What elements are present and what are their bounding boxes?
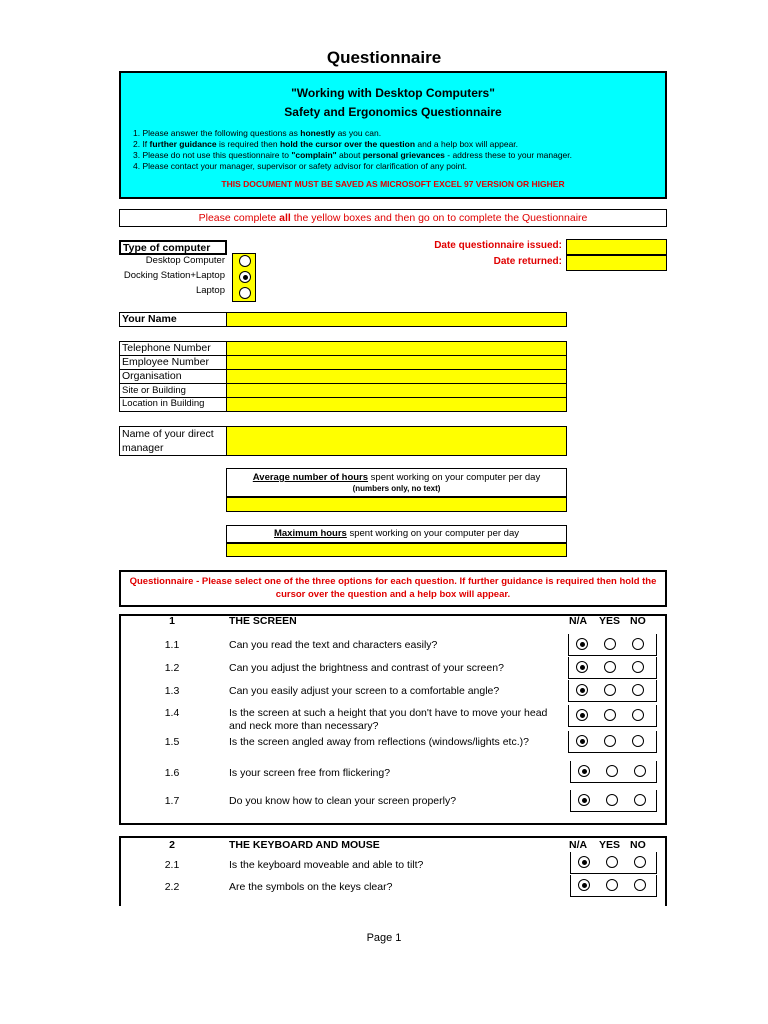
max-hours-field[interactable] — [226, 543, 567, 557]
question-number: 1.2 — [164, 662, 180, 674]
radio-na[interactable] — [576, 709, 588, 721]
instruction-item: 3. Please do not use this questionnaire to "complain" about personal grievances - address these to your manager. — [133, 150, 573, 160]
radio-no[interactable] — [632, 638, 644, 650]
section-number: 2 — [169, 839, 175, 851]
radio-no[interactable] — [632, 709, 644, 721]
avg-hours-label: Average number of hours spent working on your computer per day (numbers only, no text) — [226, 468, 567, 497]
header-no: NO — [630, 615, 646, 627]
answer-group — [568, 705, 657, 727]
site-label: Site or Building — [120, 384, 226, 398]
intro-title: "Working with Desktop Computers" — [291, 86, 495, 100]
answer-group — [568, 657, 657, 679]
radio-no[interactable] — [634, 856, 646, 868]
intro-subtitle: Safety and Ergonomics Questionnaire — [284, 105, 502, 119]
details-labels — [119, 341, 227, 412]
header-na: N/A — [569, 839, 588, 851]
questionnaire-instruction: Questionnaire - Please select one of the three options for each question. If further guidance is required then hold the cursor over the question and a help box will appear. — [119, 570, 667, 607]
organisation-field[interactable] — [227, 370, 566, 384]
radio-no[interactable] — [632, 661, 644, 673]
radio-yes[interactable] — [606, 794, 618, 806]
intro-instructions — [133, 128, 572, 172]
question-text: Is the screen angled away from reflections (windows/lights etc.)? — [229, 736, 529, 748]
computer-option-desktop: Desktop Computer — [145, 255, 225, 266]
question-number: 1.5 — [164, 736, 180, 748]
answer-group — [568, 680, 657, 702]
date-returned-field[interactable] — [566, 255, 667, 271]
computer-option-laptop: Laptop — [195, 285, 225, 296]
instruction-item: 4. Please contact your manager, supervisor or safety advisor for clarification of any point. — [133, 161, 468, 171]
question-number: 2.1 — [164, 859, 180, 871]
question-text: Can you adjust the brightness and contrast of your screen? — [229, 662, 504, 674]
radio-na[interactable] — [576, 638, 588, 650]
your-name-field[interactable] — [226, 312, 567, 327]
radio-yes[interactable] — [604, 638, 616, 650]
computer-type-radio-group — [232, 253, 256, 302]
max-hours-label: Maximum hours spent working on your computer per day — [226, 525, 567, 543]
telephone-field[interactable] — [227, 342, 566, 356]
header-yes: YES — [599, 839, 621, 851]
question-number: 1.7 — [164, 795, 180, 807]
header-no: NO — [630, 839, 646, 851]
radio-na[interactable] — [576, 735, 588, 747]
answer-group — [570, 852, 657, 874]
radio-na[interactable] — [578, 794, 590, 806]
notice-bar: Please complete all the yellow boxes and then go on to complete the Questionnaire — [119, 209, 667, 227]
radio-na[interactable] — [576, 684, 588, 696]
radio-no[interactable] — [632, 684, 644, 696]
radio-no[interactable] — [634, 879, 646, 891]
page-number: Page 1 — [366, 932, 402, 944]
radio-yes[interactable] — [606, 765, 618, 777]
section-title: THE KEYBOARD AND MOUSE — [229, 839, 380, 851]
radio-yes[interactable] — [604, 661, 616, 673]
radio-yes[interactable] — [606, 856, 618, 868]
question-text: Can you read the text and characters easily? — [229, 639, 438, 651]
radio-no[interactable] — [632, 735, 644, 747]
radio-yes[interactable] — [606, 879, 618, 891]
question-number: 2.2 — [164, 881, 180, 893]
avg-hours-field[interactable] — [226, 497, 567, 512]
manager-label: Name of your direct manager — [119, 426, 227, 456]
date-issued-field[interactable] — [566, 239, 667, 255]
employee-number-field[interactable] — [227, 356, 566, 370]
employee-number-label: Employee Number — [120, 356, 226, 370]
page-title: Questionnaire — [326, 48, 442, 67]
question-number: 1.4 — [164, 707, 180, 719]
question-text: Is the keyboard moveable and able to tilt? — [229, 859, 424, 871]
answer-group — [568, 731, 657, 753]
question-text: Do you know how to clean your screen properly? — [229, 795, 457, 807]
computer-type-label: Type of computer — [119, 240, 227, 255]
telephone-label: Telephone Number — [120, 342, 226, 356]
save-warning: THIS DOCUMENT MUST BE SAVED AS MICROSOFT EXCEL 97 VERSION OR HIGHER — [221, 179, 565, 189]
header-na: N/A — [569, 615, 588, 627]
date-issued-label: Date questionnaire issued: — [434, 240, 562, 251]
radio-yes[interactable] — [604, 735, 616, 747]
question-text: Is your screen free from flickering? — [229, 767, 391, 779]
instruction-item: 1. Please answer the following questions as honestly as you can. — [133, 128, 382, 138]
question-number: 1.3 — [164, 685, 180, 697]
section-title: THE SCREEN — [229, 615, 297, 627]
question-text: Can you easily adjust your screen to a comfortable angle? — [229, 685, 500, 697]
your-name-label: Your Name — [119, 312, 227, 327]
radio-laptop[interactable] — [239, 287, 251, 299]
radio-no[interactable] — [634, 794, 646, 806]
radio-na[interactable] — [576, 661, 588, 673]
date-returned-label: Date returned: — [493, 256, 562, 267]
computer-option-docking: Docking Station+Laptop — [123, 270, 225, 281]
radio-na[interactable] — [578, 879, 590, 891]
intro-box — [119, 71, 667, 199]
details-fields — [226, 341, 567, 412]
question-number: 1.1 — [164, 639, 180, 651]
radio-na[interactable] — [578, 765, 590, 777]
radio-yes[interactable] — [604, 709, 616, 721]
organisation-label: Organisation — [120, 370, 226, 384]
answer-group — [570, 875, 657, 897]
radio-desktop[interactable] — [239, 255, 251, 267]
header-yes: YES — [599, 615, 621, 627]
radio-docking[interactable] — [239, 271, 251, 283]
radio-na[interactable] — [578, 856, 590, 868]
site-field[interactable] — [227, 384, 566, 398]
answer-group — [570, 790, 657, 812]
location-field[interactable] — [227, 398, 566, 411]
answer-group — [568, 634, 657, 656]
instruction-item: 2. If further guidance is required then hold the cursor over the question and a help box will appear. — [133, 139, 519, 149]
section-number: 1 — [169, 615, 175, 627]
question-text: Are the symbols on the keys clear? — [229, 881, 393, 893]
manager-field[interactable] — [226, 426, 567, 456]
answer-group — [570, 761, 657, 783]
radio-no[interactable] — [634, 765, 646, 777]
question-number: 1.6 — [164, 767, 180, 779]
question-text: Is the screen at such a height that you don't have to move your head and neck more than necessary? — [229, 707, 548, 732]
location-label: Location in Building — [122, 398, 205, 409]
radio-yes[interactable] — [604, 684, 616, 696]
